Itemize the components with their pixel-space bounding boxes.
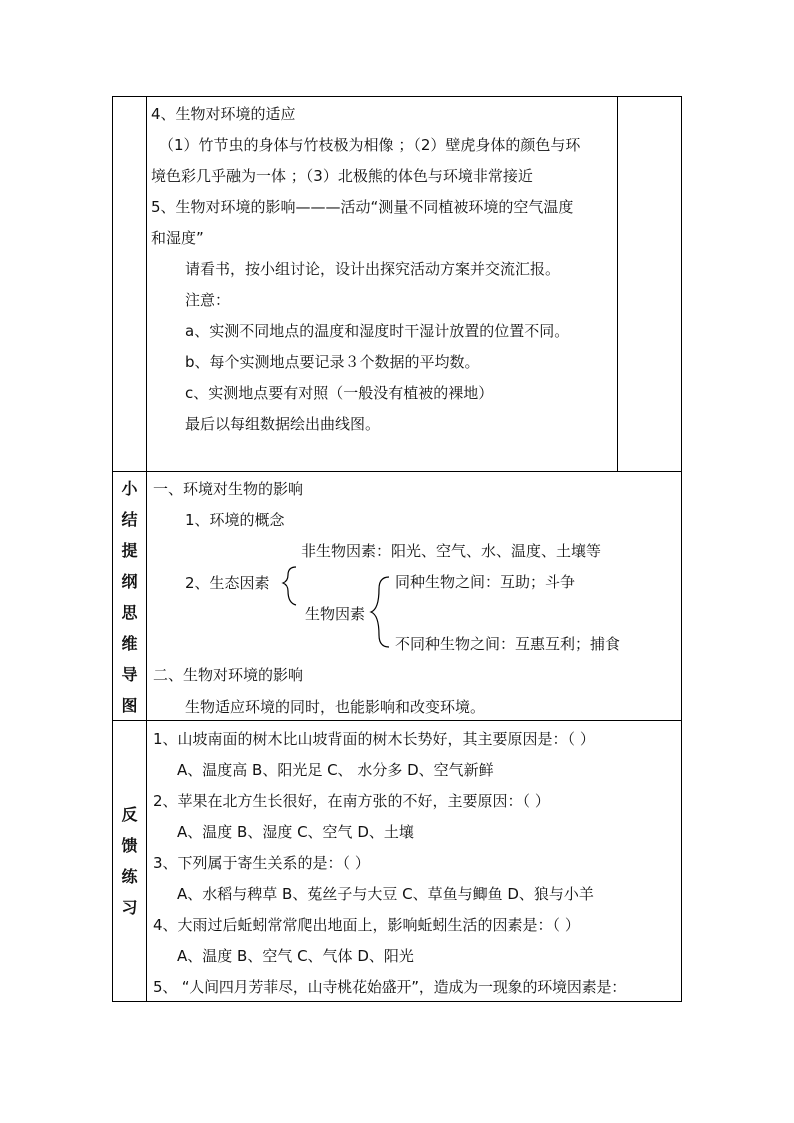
answer-options: A、温度高 B、阳光足 C、 水分多 D、空气新鲜	[177, 761, 494, 779]
abiotic-factors: 非生物因素：阳光、空气、水、温度、土壤等	[301, 542, 602, 560]
question: 5、 “人间四月芳菲尽，山寺桃花始盛开”，造成为一现象的环境因素是：	[153, 978, 627, 996]
text-line: （1）竹节虫的身体与竹枝极为相像 ；（2）壁虎身体的颜色与环	[159, 136, 581, 154]
answer-options: A、水稻与稗草 B、菟丝子与大豆 C、草鱼与鲫鱼 D、狼与小羊	[177, 885, 594, 903]
label-char: 馈	[121, 836, 138, 855]
text-line: 最后以每组数据绘出曲线图。	[185, 415, 381, 433]
inner-brace-icon	[371, 577, 389, 647]
question: 4、大雨过后蚯蚓常常爬出地面上，影响蚯蚓生活的因素是：（ ）	[153, 916, 580, 934]
answer-options: A、温度 B、湿度 C、空气 D、土壤	[177, 823, 414, 841]
eco-factor-node: 2、生态因素	[185, 574, 270, 592]
text-line: 境色彩几乎融为一体 ；（3）北极熊的体色与环境非常接近	[151, 167, 533, 185]
text-line: 5、生物对环境的影响———活动“测量不同植被环境的空气温度	[151, 198, 574, 216]
answer-options: A、温度 B、空气 C、气体 D、阳光	[177, 947, 414, 965]
question: 1、山坡南面的树木比山坡背面的树木长势好，其主要原因是：（ ）	[153, 730, 595, 748]
item-environment-concept: 1、环境的概念	[185, 511, 285, 529]
text-line: 请看书，按小组讨论，设计出探究活动方案并交流汇报。	[185, 260, 561, 278]
label-char: 反	[121, 805, 138, 824]
heading-environment-effect: 一、环境对生物的影响	[153, 480, 304, 498]
label-char: 小	[121, 479, 138, 498]
text-line: c、实测地点要有对照（一般没有植被的裸地）	[185, 384, 494, 402]
question: 2、苹果在北方生长很好，在南方张的不好，主要原因：（ ）	[153, 792, 550, 810]
text-line: b、每个实测地点要记录３个数据的平均数。	[185, 353, 480, 371]
label-char: 提	[121, 541, 138, 560]
label-char: 练	[121, 867, 138, 886]
label-char: 习	[121, 898, 138, 917]
question: 3、下列属于寄生关系的是：（ ）	[153, 854, 370, 872]
text-line: 注意：	[185, 291, 231, 309]
text-line: 和湿度”	[151, 229, 204, 247]
same-species-relation: 同种生物之间：互助；斗争	[395, 573, 576, 591]
summary-text: 生物适应环境的同时，也能影响和改变环境。	[185, 698, 486, 716]
label-char: 导	[121, 665, 138, 684]
heading-organism-effect: 二、生物对环境的影响	[153, 666, 304, 684]
biotic-factor-node: 生物因素	[305, 605, 366, 623]
diff-species-relation: 不同种生物之间：互惠互利；捕食	[395, 635, 621, 653]
label-char: 思	[121, 603, 138, 622]
text-line: 4、生物对环境的适应	[151, 105, 296, 123]
label-char: 结	[121, 510, 138, 529]
label-char: 纲	[121, 572, 138, 591]
label-char: 图	[121, 696, 138, 715]
lesson-table	[112, 96, 682, 1002]
label-char: 维	[121, 634, 138, 653]
text-line: a、实测不同地点的温度和湿度时干湿计放置的位置不同。	[185, 322, 570, 340]
outer-brace-icon	[283, 567, 296, 605]
